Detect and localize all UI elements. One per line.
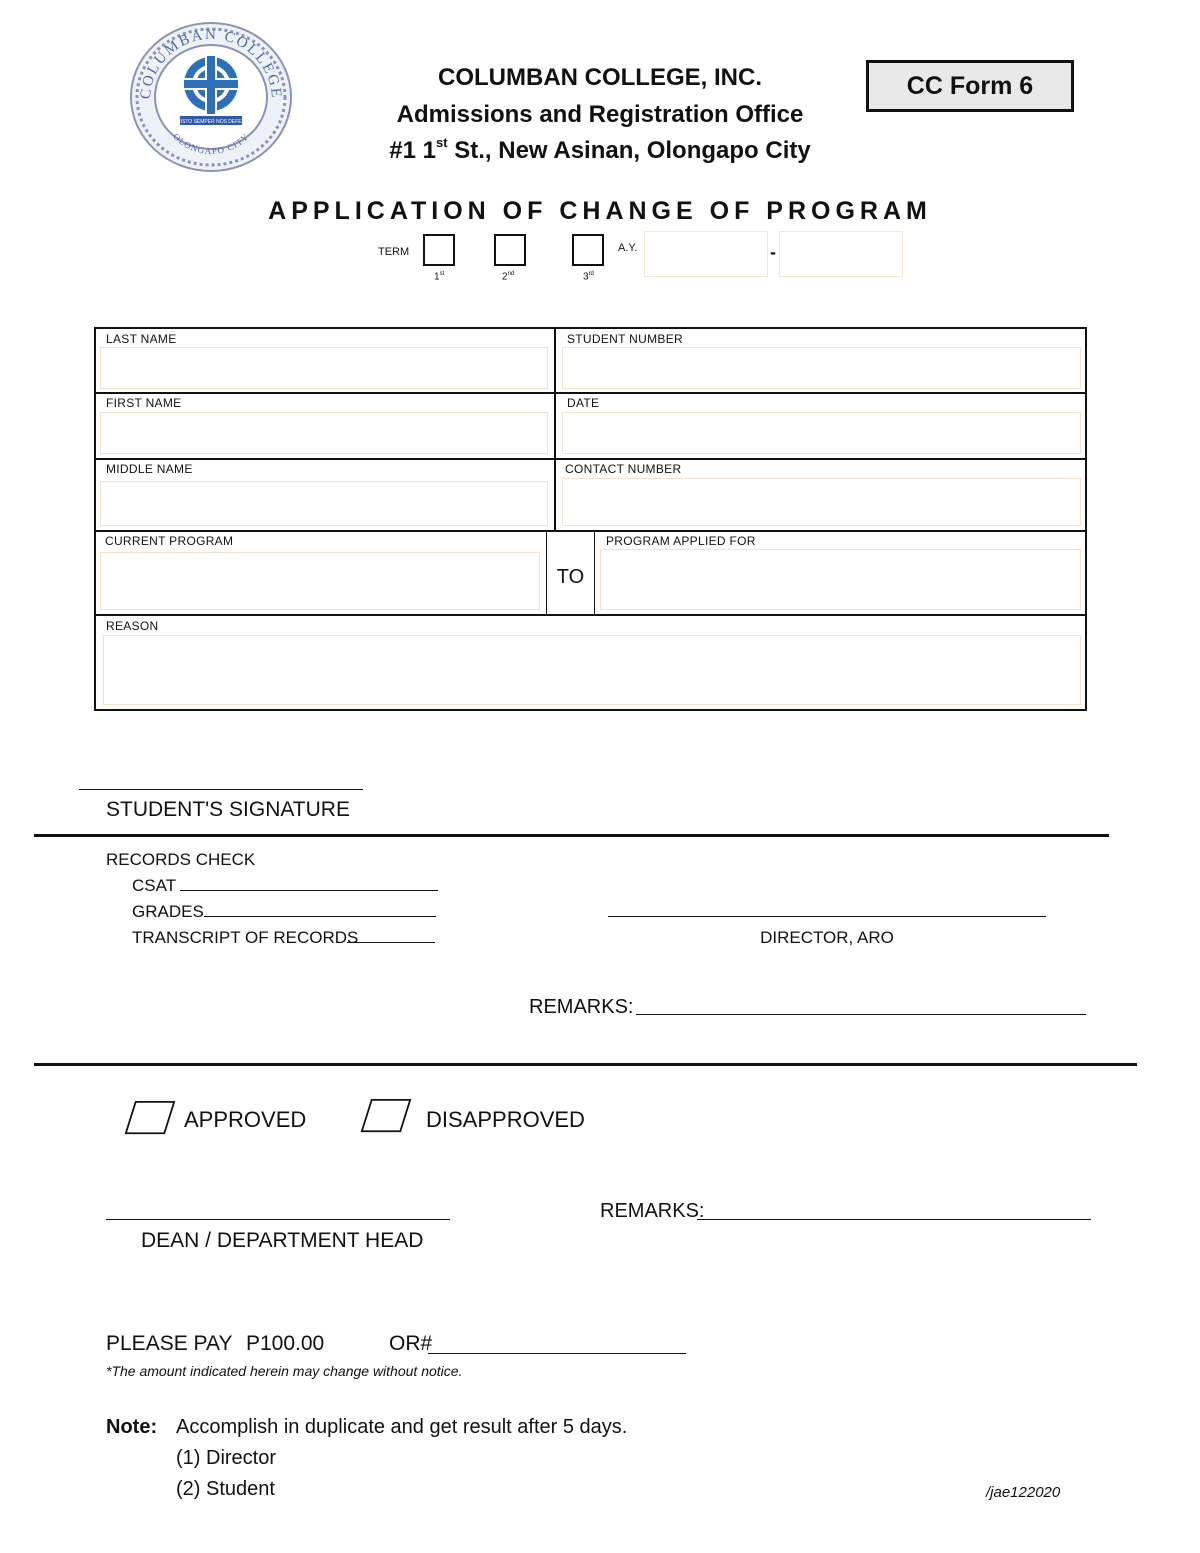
approved-checkbox[interactable] (122, 1101, 178, 1135)
date-label: DATE (567, 396, 600, 410)
dean-remarks-label: REMARKS: (600, 1200, 705, 1222)
tor-line[interactable] (347, 942, 435, 943)
program-applied-field[interactable] (600, 549, 1081, 610)
term-1st-label: 1st (434, 271, 445, 283)
term-label: TERM (378, 246, 410, 258)
reason-field[interactable] (103, 635, 1081, 705)
note-label: Note: (106, 1416, 158, 1438)
term-2nd-label: 2nd (502, 271, 515, 283)
program-applied-label: PROGRAM APPLIED FOR (606, 534, 756, 548)
reason-label: REASON (106, 619, 159, 633)
office-name: Admissions and Registration Office (396, 101, 804, 128)
seal-motto: CHRISTO SEMPER NOS DEFENDE (169, 119, 253, 125)
student-signature-line[interactable] (79, 789, 363, 790)
records-remarks-label: REMARKS: (529, 996, 634, 1018)
director-label: DIRECTOR, ARO (760, 928, 894, 947)
ay-label: A.Y. (618, 242, 638, 254)
form-title: APPLICATION OF CHANGE OF PROGRAM (268, 197, 932, 225)
approved-label: APPROVED (184, 1107, 307, 1132)
copy-2: (2) Student (176, 1478, 275, 1500)
or-number-line[interactable] (428, 1353, 686, 1354)
please-pay-label: PLEASE PAY (106, 1332, 233, 1355)
form-revision-code: /jae122020 (986, 1484, 1061, 1501)
term-1st-checkbox[interactable] (423, 234, 455, 266)
records-remarks-line[interactable] (636, 1014, 1086, 1015)
student-signature-label: STUDENT'S SIGNATURE (106, 798, 350, 821)
tor-label: TRANSCRIPT OF RECORDS (132, 928, 359, 947)
first-name-field[interactable] (100, 412, 548, 454)
dean-remarks-line[interactable] (697, 1219, 1091, 1220)
org-name: COLUMBAN COLLEGE, INC. (438, 64, 762, 91)
divider-2 (34, 1063, 1137, 1066)
csat-line[interactable] (180, 890, 438, 891)
disapproved-checkbox[interactable] (358, 1099, 414, 1133)
amount-disclaimer: *The amount indicated herein may change without notice. (106, 1363, 463, 1379)
college-seal-logo (128, 20, 294, 174)
student-number-field[interactable] (562, 347, 1081, 389)
seal-text-bottom: OLONGAPO CITY (171, 131, 251, 157)
copy-1: (1) Director (176, 1447, 277, 1469)
director-signature-line[interactable] (608, 916, 1046, 917)
student-number-label: STUDENT NUMBER (567, 332, 683, 346)
current-program-label: CURRENT PROGRAM (105, 534, 234, 548)
note-text: Accomplish in duplicate and get result after 5 days. (176, 1416, 628, 1438)
first-name-label: FIRST NAME (106, 396, 182, 410)
or-label: OR# (389, 1332, 433, 1355)
records-check-title: RECORDS CHECK (106, 850, 256, 869)
ay-start-field[interactable] (644, 231, 768, 277)
seal-text-top: COLUMBAN COLLEGE (137, 26, 285, 100)
grades-label: GRADES (132, 902, 204, 921)
grades-line[interactable] (204, 916, 436, 917)
term-3rd-label: 3rd (583, 271, 594, 283)
middle-name-field[interactable] (100, 481, 548, 526)
term-3rd-checkbox[interactable] (572, 234, 604, 266)
last-name-label: LAST NAME (106, 332, 177, 346)
disapproved-label: DISAPPROVED (426, 1107, 585, 1132)
address: #1 1st St., New Asinan, Olongapo City (389, 135, 811, 164)
dean-signature-line[interactable] (106, 1219, 450, 1220)
csat-label: CSAT (132, 876, 177, 895)
form-code-box: CC Form 6 (866, 60, 1074, 112)
date-field[interactable] (562, 412, 1081, 454)
term-2nd-checkbox[interactable] (494, 234, 526, 266)
middle-name-label: MIDDLE NAME (106, 462, 193, 476)
dean-label: DEAN / DEPARTMENT HEAD (141, 1229, 424, 1252)
divider-1 (34, 834, 1109, 837)
ay-end-field[interactable] (779, 231, 903, 277)
contact-number-field[interactable] (562, 478, 1081, 526)
current-program-field[interactable] (100, 552, 540, 610)
contact-number-label: CONTACT NUMBER (565, 462, 682, 476)
last-name-field[interactable] (100, 347, 548, 389)
amount: P100.00 (246, 1332, 325, 1355)
to-label: TO (556, 566, 585, 588)
ay-dash: - (770, 242, 776, 262)
